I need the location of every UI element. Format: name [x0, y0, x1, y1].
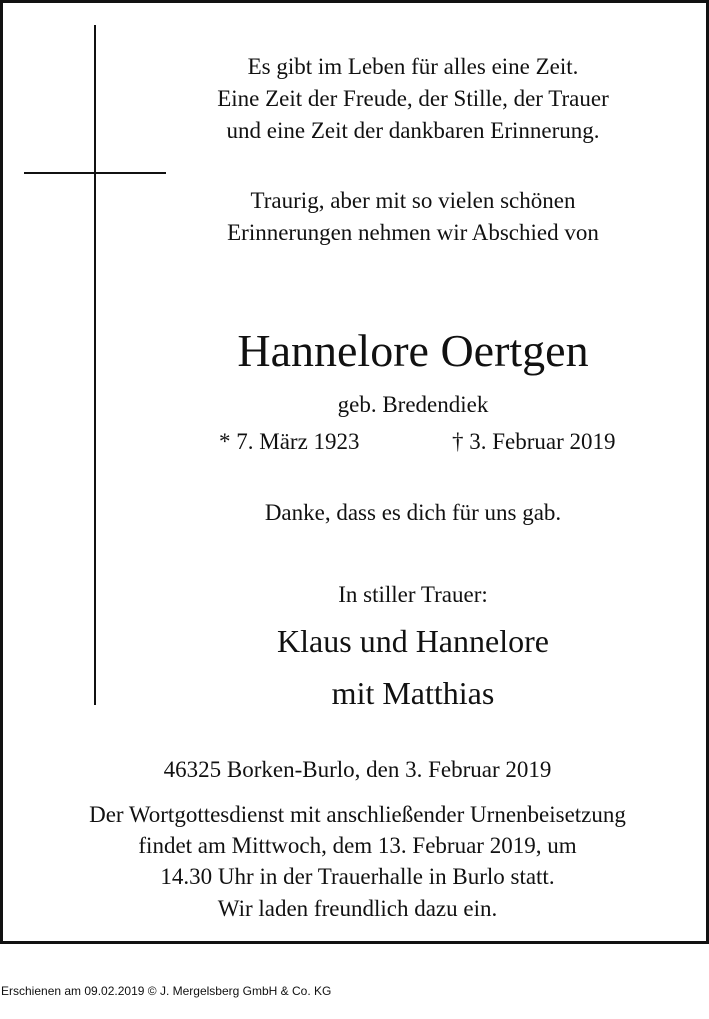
- farewell-line: Traurig, aber mit so vielen schönen: [250, 188, 576, 213]
- birth-date: * 7. März 1923: [219, 429, 360, 454]
- deceased-name: Hannelore Oertgen: [237, 325, 589, 376]
- service-info-line: Der Wortgottesdienst mit anschließender Urnenbeisetzung: [89, 802, 626, 827]
- intro-verse-line: Es gibt im Leben für alles eine Zeit.: [247, 54, 579, 79]
- intro-verse-line: Eine Zeit der Freude, der Stille, der Trauer: [217, 86, 609, 111]
- service-info-line: findet am Mittwoch, dem 13. Februar 2019, um: [138, 833, 577, 858]
- farewell-line: Erinnerungen nehmen wir Abschied von: [227, 220, 599, 245]
- mourning-heading: In stiller Trauer:: [338, 582, 488, 607]
- service-info-line: Wir laden freundlich dazu ein.: [217, 896, 498, 921]
- mourner-names: Klaus und Hannelore: [277, 623, 549, 659]
- death-date: † 3. Februar 2019: [452, 429, 616, 454]
- cross-icon-horizontal-bar: [24, 172, 166, 174]
- cross-icon-vertical-bar: [94, 25, 96, 705]
- publication-credit: Erschienen am 09.02.2019 © J. Mergelsberg GmbH & Co. KG: [1, 984, 332, 998]
- intro-verse-line: und eine Zeit der dankbaren Erinnerung.: [226, 118, 600, 143]
- thanks-line: Danke, dass es dich für uns gab.: [264, 500, 562, 525]
- mourner-names: mit Matthias: [331, 675, 495, 711]
- place-date: 46325 Borken-Burlo, den 3. Februar 2019: [163, 757, 552, 782]
- birth-name: geb. Bredendiek: [337, 392, 489, 417]
- service-info-line: 14.30 Uhr in der Trauerhalle in Burlo statt.: [160, 864, 555, 889]
